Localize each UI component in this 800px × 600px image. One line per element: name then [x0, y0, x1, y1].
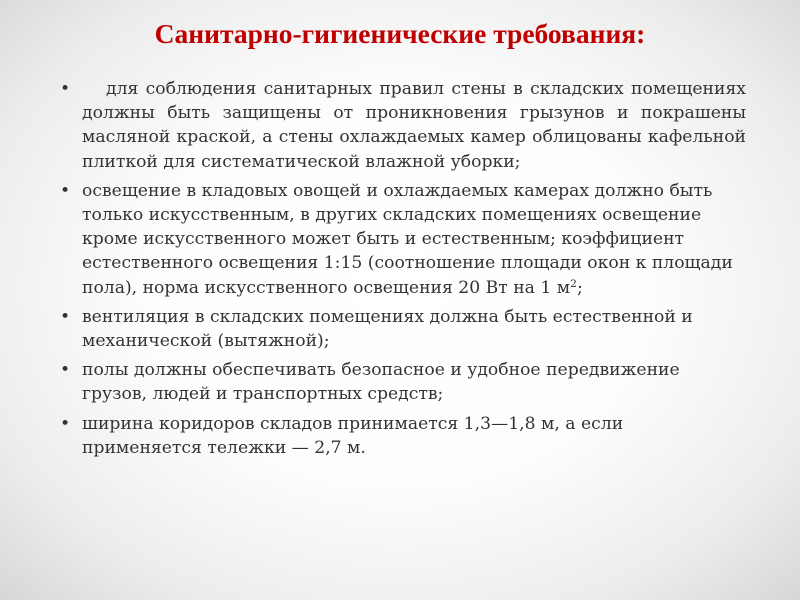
list-item [60, 358, 746, 406]
list-item-text: ширина коридоров складов принимается 1,3—1,8 м, а если применяется тележки — 2,7 м. [82, 413, 624, 458]
bullet-icon: • [60, 413, 71, 434]
superscript: 2 [570, 276, 577, 290]
list-item-text: вентиляция в складских помещениях должна быть естественной и механической (вытяжной); [82, 306, 693, 352]
bullet-icon: • [60, 360, 71, 381]
bullet-icon: • [60, 180, 71, 201]
bullet-icon: • [60, 306, 71, 327]
requirements-list [60, 77, 746, 465]
list-item [60, 179, 746, 300]
list-item-text-end: ; [576, 277, 583, 298]
list-item-text: освещение в кладовых овощей и охлаждаемых камерах должно быть только искусственным, в других складских помещениях освещение кроме искусственного может быть и естественным; коэффициент естественного освещения 1:15 (соотношение площади окон к площади пола), норма искусственного освещения 20 Вт на 1 м [82, 180, 733, 298]
slide-title: Санитарно-гигиенические требования: [154, 18, 646, 49]
list-item-text: для соблюдения санитарных правил стены в складских помещениях должны быть защищены от проникновения грызунов и покрашены масляной краской, а стены охлаждаемых камер облицованы кафельной плиткой для систематической влажной уборки; [82, 79, 746, 172]
bullet-icon: • [60, 79, 71, 99]
list-item [60, 77, 746, 174]
list-item [60, 305, 746, 353]
list-item [60, 412, 746, 460]
list-item-text: полы должны обеспечивать безопасное и удобное передвижение грузов, людей и транспортных средств; [82, 360, 680, 405]
